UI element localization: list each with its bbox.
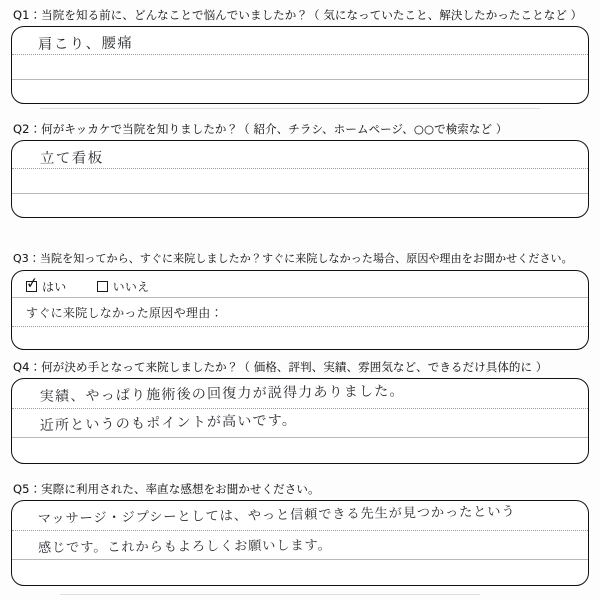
handwritten-answer-q4-line1: 実績、やっぱり施術後の回復力が説得力ありました。 [39,383,405,406]
handwritten-answer-q5-line1: マッサージ・ジプシーとしては、やっと信頼できる先生が見つかったという [37,504,516,527]
scan-artifact [40,108,540,109]
question-block-q5 [0,482,600,586]
checkbox-option-yes[interactable] [25,273,67,295]
answer-box-q3[interactable] [11,270,589,350]
checkbox-icon-yes[interactable] [25,273,40,293]
checkbox-label-yes: はい [42,280,67,294]
question-label-q1: Q1：当院を知る前に、どんなことで悩んでいましたか？（ 気になっていたこと、解決したかったことなど ） [13,8,583,22]
checkbox-label-no: いいえ [112,280,150,294]
question-block-q3 [0,252,600,350]
rule-line [12,530,588,531]
question-block-q4 [0,360,600,464]
checkbox-row-q3 [25,273,150,295]
rule-line [12,54,588,55]
question-block-q1 [0,8,600,104]
rule-line [12,559,588,560]
handwritten-answer-q4-line2: 近所というのもポイントが高いです。 [39,412,298,435]
handwritten-answer-q5-line2: 感じです。これからもよろしくお願いします。 [37,538,332,556]
scan-artifact [60,594,480,595]
rule-line [12,79,588,80]
question-label-q4: Q4：何が決め手となって来院しましたか？（ 価格、評判、実績、雰囲気など、できるだけ具体的に ） [13,360,548,374]
rule-line [12,437,588,438]
question-label-q5: Q5：実際に利用された、率直な感想をお聞かせください。 [13,482,320,496]
question-label-q2: Q2：何がキッカケで当院を知りましたか？（ 紹介、チラシ、ホームページ、○○で検索など ） [13,122,508,136]
question-block-q2 [0,122,600,218]
handwritten-answer-q2-line1: 立て看板 [39,150,104,168]
check-mark-icon: ✓ [25,273,40,293]
question-label-q3: Q3：当院を知ってから、すぐに来院しましたか？すぐに来院しなかった場合、原因や理由をお聞かせください。 [13,252,573,265]
reason-label-q3: すぐに来院しなかった原因や理由： [26,306,223,320]
answer-box-q4[interactable] [11,378,589,464]
rule-line [12,326,588,327]
checkbox-icon-no[interactable] [97,281,108,292]
answer-box-q5[interactable] [11,500,589,586]
answer-box-q1[interactable] [11,26,589,104]
rule-line [12,297,588,298]
rule-line [12,193,588,194]
handwritten-answer-q1-line1: 肩こり、腰痛 [37,35,134,54]
rule-line [12,408,588,409]
answer-box-q2[interactable] [11,140,589,218]
checkbox-option-no[interactable] [97,278,150,295]
rule-line [12,168,588,169]
